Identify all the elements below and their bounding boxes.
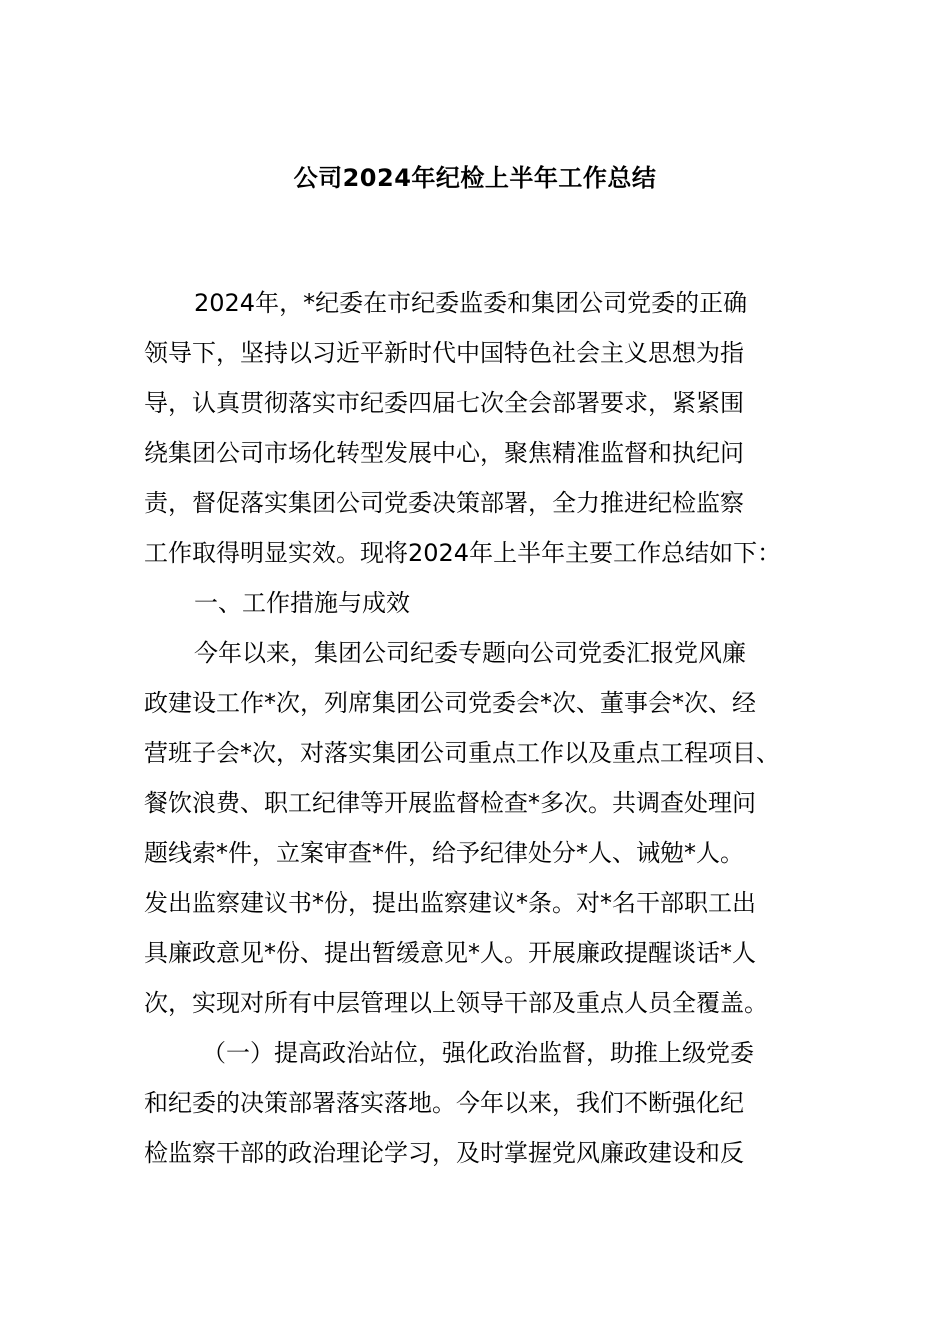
document-title: 公司2024年纪检上半年工作总结 xyxy=(293,164,657,192)
paragraph-line: 政建设工作*次，列席集团公司党委会*次、董事会*次、经 xyxy=(144,689,756,717)
paragraph-line: 次，实现对所有中层管理以上领导干部及重点人员全覆盖。 xyxy=(144,989,768,1017)
paragraph-line: 2024年，*纪委在市纪委监委和集团公司党委的正确 xyxy=(194,289,748,317)
paragraph-line: 责，督促落实集团公司党委决策部署，全力推进纪检监察 xyxy=(144,489,744,517)
paragraph-line: 和纪委的决策部署落实落地。今年以来，我们不断强化纪 xyxy=(144,1089,744,1117)
paragraph-line: 发出监察建议书*份，提出监察建议*条。对*名干部职工出 xyxy=(144,889,756,917)
paragraph-line: 导，认真贯彻落实市纪委四届七次全会部署要求，紧紧围 xyxy=(144,389,744,417)
paragraph-line: 具廉政意见*份、提出暂缓意见*人。开展廉政提醒谈话*人 xyxy=(144,939,756,967)
document-body xyxy=(144,278,834,1178)
paragraph-line: 今年以来，集团公司纪委专题向公司党委汇报党风廉 xyxy=(194,639,746,667)
paragraph-line: 营班子会*次，对落实集团公司重点工作以及重点工程项目、 xyxy=(144,739,780,767)
paragraph-line: 题线索*件，立案审查*件，给予纪律处分*人、诫勉*人。 xyxy=(144,839,744,867)
paragraph-line: 检监察干部的政治理论学习，及时掌握党风廉政建设和反 xyxy=(144,1139,744,1167)
paragraph-line: 工作取得明显实效。现将2024年上半年主要工作总结如下： xyxy=(144,539,782,567)
section-heading: 一、工作措施与成效 xyxy=(194,589,410,617)
paragraph-line: 绕集团公司市场化转型发展中心，聚焦精准监督和执纪问 xyxy=(144,439,744,467)
subsection-heading-line: （一）提高政治站位，强化政治监督，助推上级党委 xyxy=(202,1039,754,1067)
paragraph-line: 领导下，坚持以习近平新时代中国特色社会主义思想为指 xyxy=(144,339,744,367)
paragraph-line: 餐饮浪费、职工纪律等开展监督检查*多次。共调查处理问 xyxy=(144,789,756,817)
